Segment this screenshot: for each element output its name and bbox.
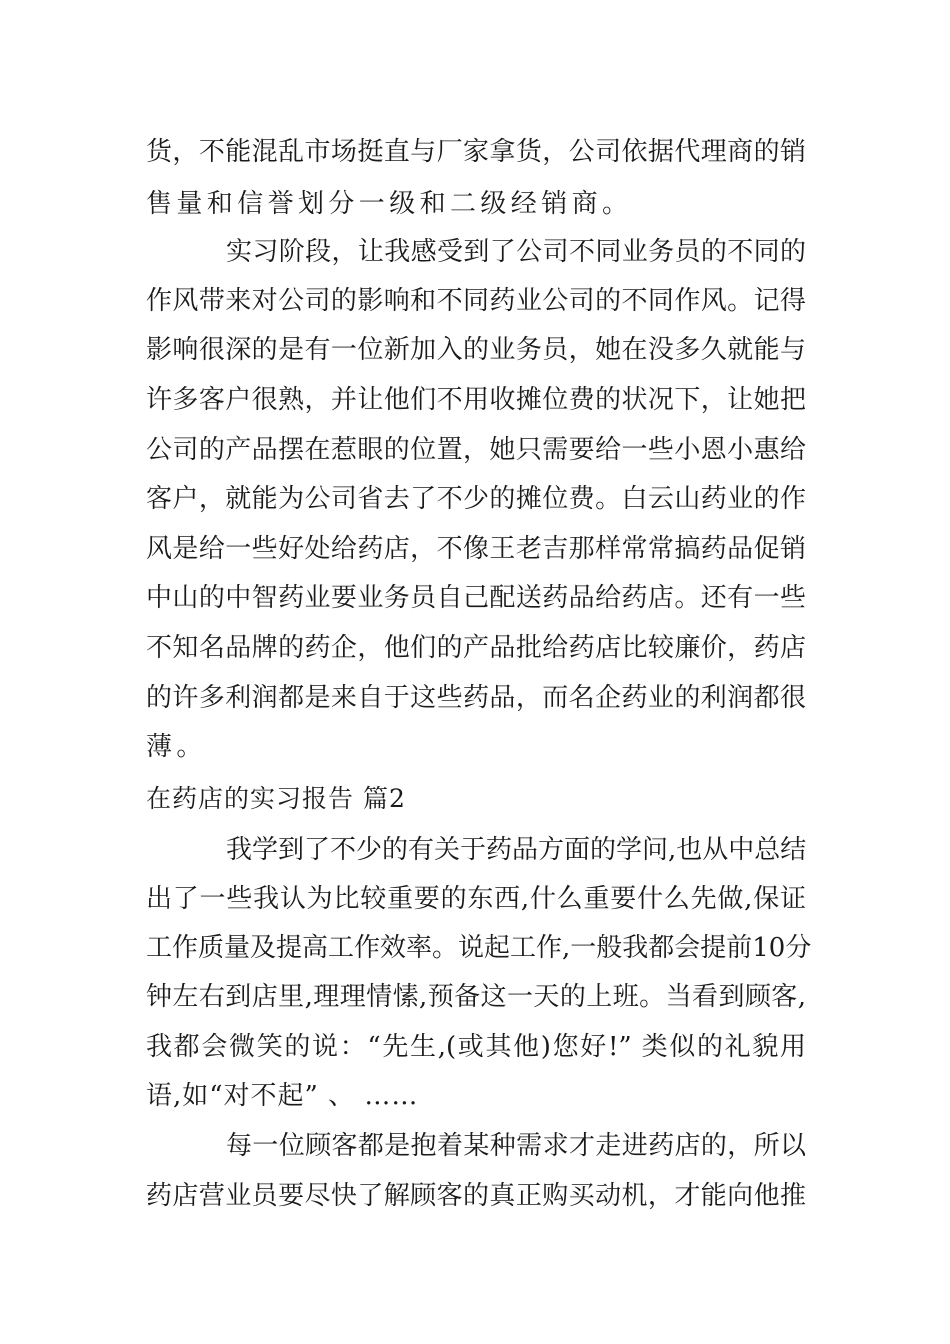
paragraph-line: 薄。 [146, 732, 207, 762]
paragraph-line: 的许多利润都是来自于这些药品，而名企药业的利润都很 [146, 683, 806, 713]
paragraph-line: 我都会微笑的说：“先生,(或其他)您好!” 类似的礼貌用 [146, 1032, 806, 1062]
paragraph-line: 作风带来对公司的影响和不同药业公司的不同作风。记得 [146, 286, 806, 316]
paragraph-line: 影响很深的是有一位新加入的业务员，她在没多久就能与 [146, 335, 806, 365]
paragraph-line: 实习阶段，让我感受到了公司不同业务员的不同的 [226, 237, 806, 267]
paragraph-line: 货，不能混乱市场挺直与厂家拿货，公司依据代理商的销 [146, 137, 806, 167]
paragraph-line: 客户，就能为公司省去了不少的摊位费。白云山药业的作 [146, 484, 806, 514]
paragraph-line: 药店营业员要尽快了解顾客的真正购买动机，才能向他推 [146, 1181, 806, 1211]
paragraph-line: 每一位顾客都是抱着某种需求才走进药店的，所以 [226, 1131, 806, 1161]
paragraph-line: 语,如“对不起” 、 …… [146, 1081, 419, 1111]
paragraph-line: 钟左右到店里,理理情愫,预备这一天的上班。当看到顾客, [146, 982, 806, 1012]
paragraph-line: 不知名品牌的药企，他们的产品批给药店比较廉价，药店 [146, 633, 806, 663]
paragraph-line: 我学到了不少的有关于药品方面的学问,也从中总结 [226, 835, 807, 865]
section-heading: 在药店的实习报告 篇2 [146, 784, 406, 813]
paragraph-line: 风是给一些好处给药店，不像王老吉那样常常搞药品促销 [146, 534, 806, 564]
paragraph-line: 工作质量及提高工作效率。说起工作,一般我都会提前10分 [146, 933, 812, 963]
paragraph-line: 公司的产品摆在惹眼的位置，她只需要给一些小恩小惠给 [146, 435, 806, 465]
paragraph-line: 许多客户很熟，并让他们不用收摊位费的状况下，让她把 [146, 385, 806, 415]
paragraph-line: 售量和信誉划分一级和二级经销商。 [146, 189, 633, 219]
paragraph-line: 出了一些我认为比较重要的东西,什么重要什么先做,保证 [146, 884, 806, 914]
paragraph-line: 中山的中智药业要业务员自己配送药品给药店。还有一些 [146, 583, 806, 613]
